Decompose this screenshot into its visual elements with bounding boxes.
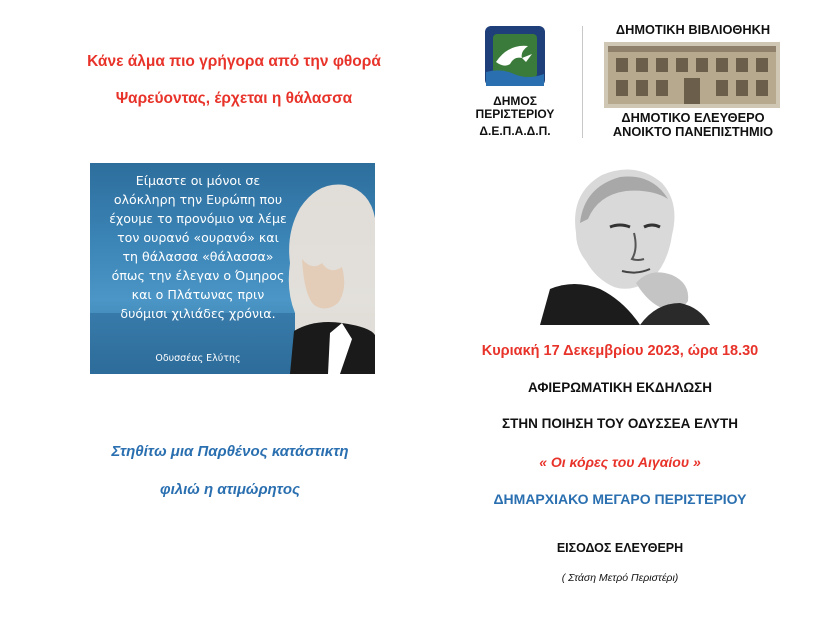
event-venue: ΔΗΜΑΡΧΙΑΚΟ ΜΕΓΑΡΟ ΠΕΡΙΣΤΕΡΙΟΥ [493, 491, 747, 507]
dove-icon [456, 24, 574, 94]
quote-line: και ο Πλάτωνας πριν [131, 287, 265, 302]
quote-author: Οδυσσέας Ελύτης [155, 353, 241, 364]
event-subtitle: « Οι κόρες του Αιγαίου » [539, 454, 701, 470]
quote-line: έχουμε το προνόμιο να λέμε [109, 211, 287, 226]
quote-image [90, 163, 375, 374]
quote-line: τη θάλασσα «θάλασσα» [122, 249, 274, 264]
municipality-name-line-2: ΠΕΡΙΣΤΕΡΙΟΥ [475, 107, 555, 121]
event-metro: ( Στάση Μετρό Περιστέρι) [561, 572, 679, 584]
building-icon [604, 42, 780, 108]
poet-portrait [540, 163, 710, 325]
event-title-line-1: ΑΦΙΕΡΩΜΑΤΙΚΗ ΕΚΔΗΛΩΣΗ [527, 380, 713, 395]
library-building-image [604, 42, 780, 108]
poem-line-1: Κάνε άλμα πιο γρήγορα από την φθορά [87, 53, 381, 70]
event-date: Κυριακή 17 Δεκεμβρίου 2023, ώρα 18.30 [481, 343, 759, 359]
municipality-name-line-1: ΔΗΜΟΣ [493, 94, 537, 108]
quote-line: δυόμισι χιλιάδες χρόνια. [120, 306, 276, 321]
quote-line: Είμαστε οι μόνοι σε [135, 173, 261, 188]
poem-line-4: φιλιώ η ατιμώρητος [160, 481, 300, 498]
library-subtitle-line-1: ΔΗΜΟΤΙΚΟ ΕΛΕΥΘΕΡΟ [621, 110, 765, 125]
library-title: ΔΗΜΟΤΙΚΗ ΒΙΒΛΙΟΘΗΚΗ [615, 22, 771, 37]
poet-portrait-art [540, 163, 710, 325]
quote-line: ολόκληρη την Ευρώπη που [113, 192, 283, 207]
library-subtitle-line-2: ΑΝΟΙΚΤΟ ΠΑΝΕΠΙΣΤΗΜΙΟ [612, 124, 774, 139]
municipality-org: Δ.Ε.Π.Α.Δ.Π. [479, 124, 551, 138]
event-title-line-2: ΣΤΗΝ ΠΟΙΗΣΗ ΤΟΥ ΟΔΥΣΣΕΑ ΕΛΥΤΗ [502, 416, 738, 431]
poem-line-3: Στηθίτω μια Παρθένος κατάστικτη [111, 443, 349, 460]
logo-divider [582, 26, 583, 138]
quote-line: όπως την έλεγαν ο Όμηρος [111, 268, 285, 283]
poem-line-2: Ψαρεύοντας, έρχεται η θάλασσα [115, 90, 353, 107]
quote-line: τον ουρανό «ουρανό» και [117, 230, 279, 245]
event-entry: ΕΙΣΟΔΟΣ ΕΛΕΥΘΕΡΗ [556, 541, 684, 555]
